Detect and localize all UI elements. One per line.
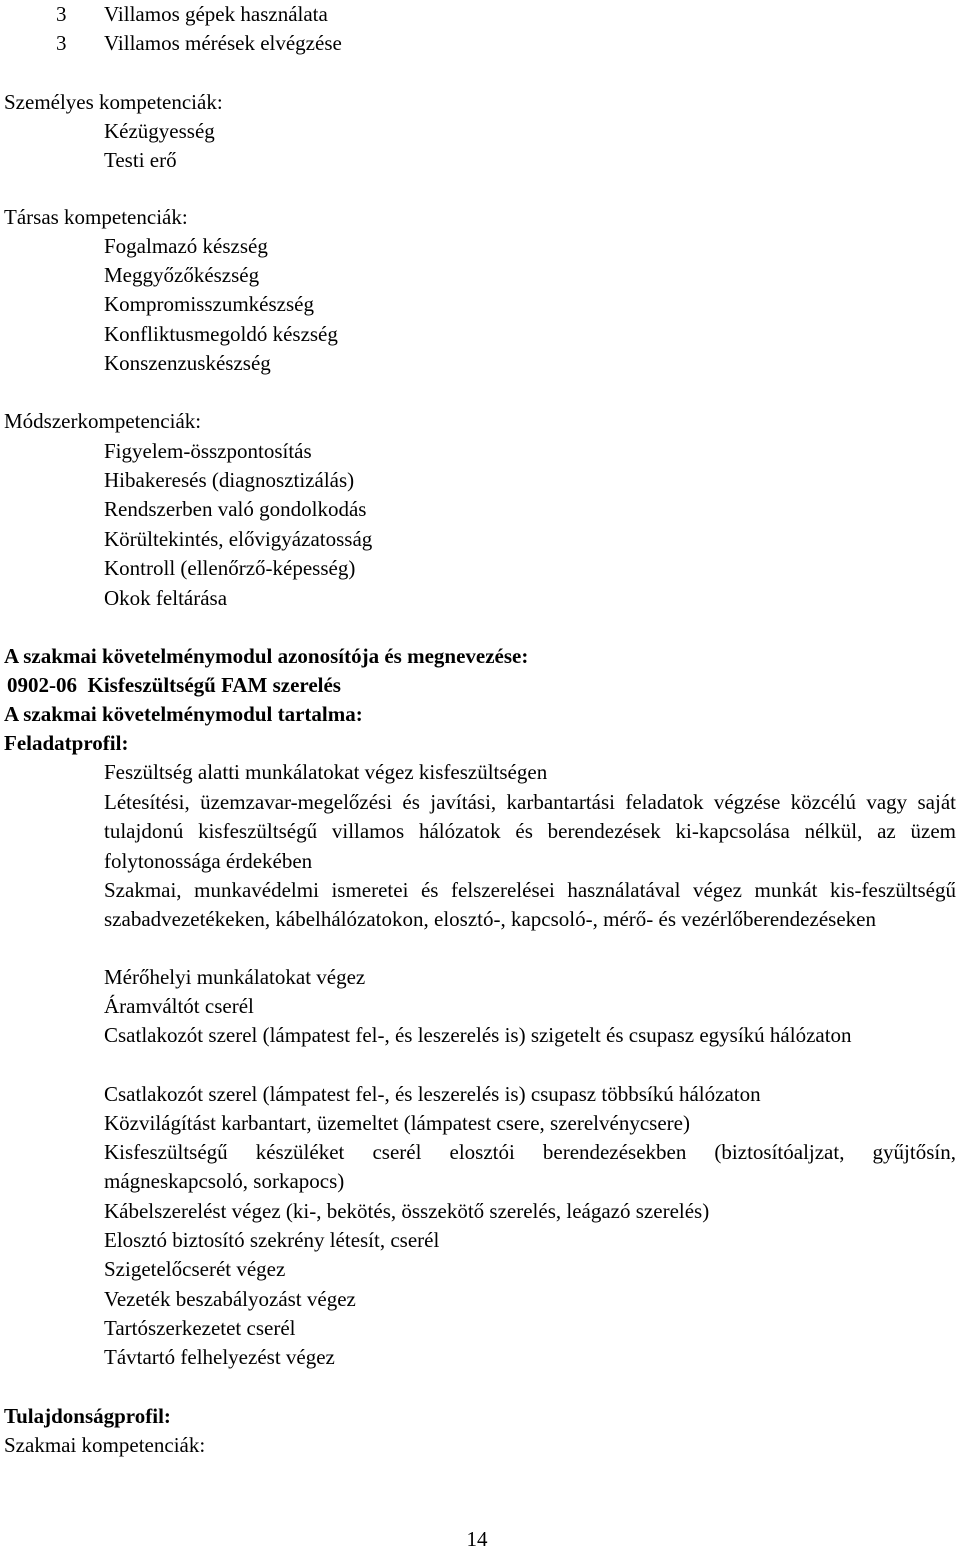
task-item: Kábelszerelést végez (ki-, bekötés, összekötő szerelés, leágazó szerelés): [104, 1199, 710, 1223]
item-text-2: Villamos mérések elvégzése: [104, 31, 342, 55]
method-item: Körültekintés, elővigyázatosság: [104, 527, 373, 551]
method-item: Rendszerben való gondolkodás: [104, 497, 367, 521]
social-item: Konszenzuskészség: [104, 351, 271, 375]
item-level-1: 3: [56, 2, 67, 26]
task-item: Feszültség alatti munkálatokat végez kisfeszültségen: [104, 760, 548, 784]
method-item: Hibakeresés (diagnosztizálás): [104, 468, 355, 492]
task-item: Tartószerkezetet cserél: [104, 1316, 296, 1340]
page-number: 14: [466, 1527, 488, 1551]
task-item: Csatlakozót szerel (lámpatest fel-, és leszerelés is) csupasz többsíkú hálózaton: [104, 1082, 761, 1106]
task-item: Létesítési, üzemzavar-megelőzési és javítási, karbantartási feladatok végzése közcélú vagy saját tulajdonú kisfeszültségű villamos hálózatok és berendezések ki-kapcsolása nélkül, az üzem folytonossága érdekében: [104, 790, 956, 873]
property-profile-heading: Tulajdonságprofil:: [4, 1404, 171, 1428]
method-item: Kontroll (ellenőrző-képesség): [104, 556, 356, 580]
task-item: Áramváltót cserél: [104, 994, 254, 1018]
module-content-heading: A szakmai követelménymodul tartalma:: [4, 702, 363, 726]
task-item: Kisfeszültségű készüléket cserél elosztói berendezésekben (biztosítóaljzat, gyűjtősín, mágneskapcsoló, sorkapocs): [104, 1140, 956, 1194]
social-item: Fogalmazó készség: [104, 234, 268, 258]
task-item: Csatlakozót szerel (lámpatest fel-, és leszerelés is) szigetelt és csupasz egysíkú hálózaton: [104, 1023, 852, 1047]
task-item: Mérőhelyi munkálatokat végez: [104, 965, 366, 989]
method-item: Figyelem-összpontosítás: [104, 439, 312, 463]
professional-competencies-heading: Szakmai kompetenciák:: [4, 1433, 206, 1457]
task-item: Szakmai, munkavédelmi ismeretei és felszerelései használatával végez munkát kis-feszültségű szabadvezetékeken, kábelhálózatokon, elosztó-, kapcsoló-, mérő- és vezérlőberendezéseken: [104, 878, 956, 932]
task-item: Távtartó felhelyezést végez: [104, 1345, 335, 1369]
social-item: Meggyőzőkészség: [104, 263, 260, 287]
module-id-value: 0902-06 Kisfeszültségű FAM szerelés: [7, 673, 341, 697]
task-item: Vezeték beszabályozást végez: [104, 1287, 356, 1311]
method-item: Okok feltárása: [104, 586, 228, 610]
social-item: Konfliktusmegoldó készség: [104, 322, 338, 346]
personal-item: Kézügyesség: [104, 119, 215, 143]
item-level-2: 3: [56, 31, 67, 55]
task-profile-heading: Feladatprofil:: [4, 731, 129, 755]
method-competencies-heading: Módszerkompetenciák:: [4, 409, 202, 433]
task-item: Elosztó biztosító szekrény létesít, cserél: [104, 1228, 440, 1252]
social-competencies-heading: Társas kompetenciák:: [4, 205, 188, 229]
task-item: Közvilágítást karbantart, üzemeltet (lámpatest csere, szerelvénycsere): [104, 1111, 690, 1135]
personal-item: Testi erő: [104, 148, 177, 172]
module-id-heading: A szakmai követelménymodul azonosítója és megnevezése:: [4, 644, 529, 668]
item-text-1: Villamos gépek használata: [104, 2, 328, 26]
social-item: Kompromisszumkészség: [104, 292, 314, 316]
task-item: Szigetelőcserét végez: [104, 1257, 286, 1281]
personal-competencies-heading: Személyes kompetenciák:: [4, 90, 223, 114]
